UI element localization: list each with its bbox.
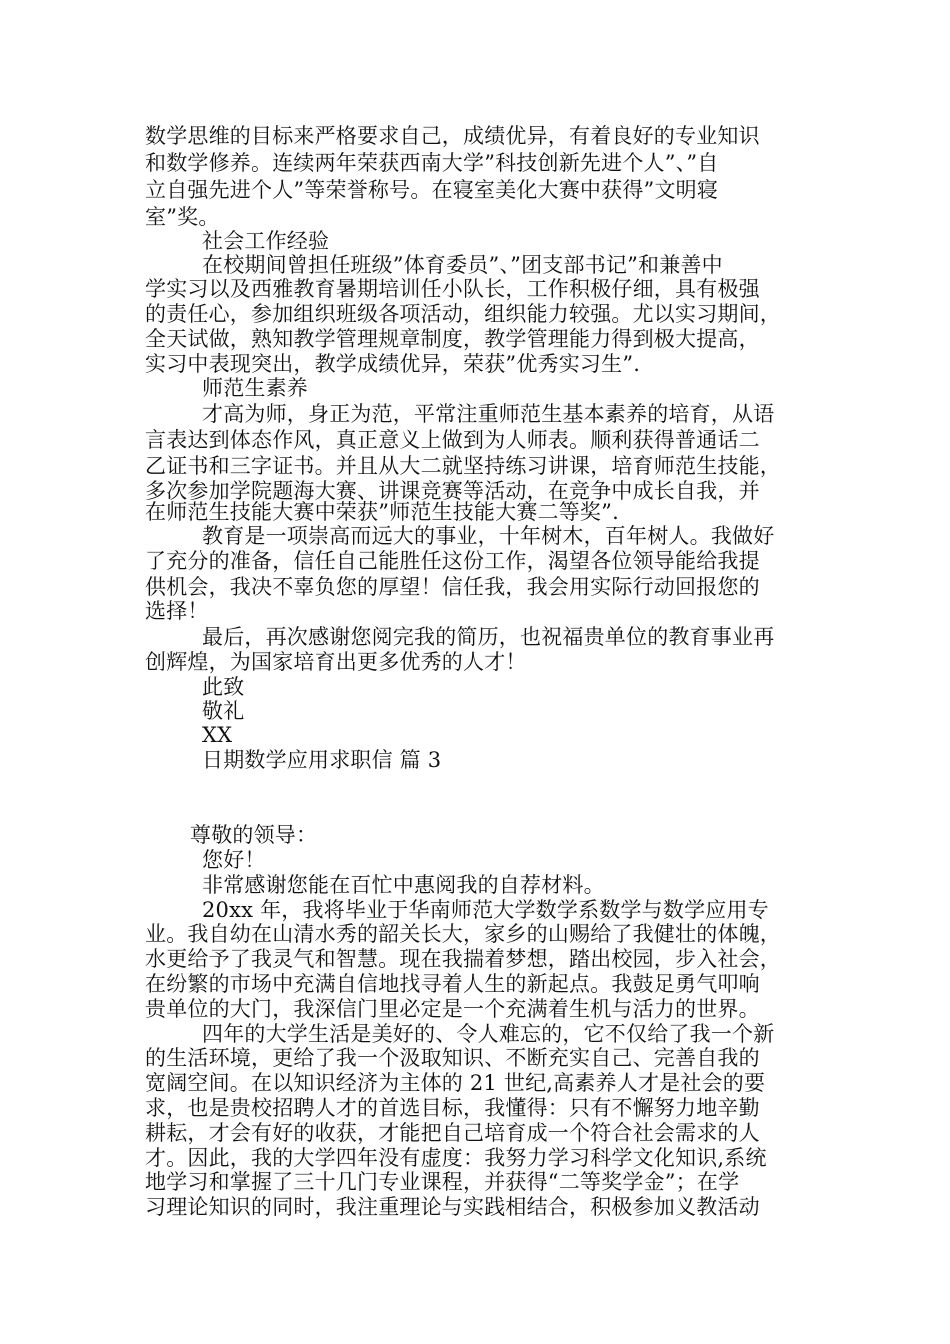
body-text-line: 言表达到体态作风，真正意义上做到为人师表。顺利获得普通话二 — [145, 428, 760, 452]
body-text-line: 创辉煌，为国家培育出更多优秀的人才！ — [145, 650, 527, 674]
body-text-line: 非常感谢您能在百忙中惠阅我的自荐材料。 — [202, 873, 605, 897]
body-text-line: 立自强先进个人”等荣誉称号。在寝室美化大赛中获得”文明寝 — [145, 178, 719, 202]
section-heading: 社会工作经验 — [202, 229, 330, 253]
body-text-line: 在纷繁的市场中充满自信地找寻着人生的新起点。我鼓足勇气叩响 — [145, 972, 760, 996]
signature-text: XX — [202, 723, 233, 747]
body-text-line: 才高为师，身正为范，平常注重师范生基本素养的培育，从语 — [202, 402, 775, 426]
body-text-line: 地学习和掌握了三十几门专业课程，并获得“二等奖学金”；在学 — [145, 1170, 740, 1194]
body-text-line: 在师范生技能大赛中荣获”师范生技能大赛二等奖”. — [145, 500, 619, 524]
body-text-line: 了充分的准备，信任自己能胜任这份工作，渴望各位领导能给我提 — [145, 549, 760, 573]
body-text-line: 贵单位的大门，我深信门里必定是一个充满着生机与活力的世界。 — [145, 997, 760, 1021]
body-text-line: 在校期间曾担任班级”体育委员”、”团支部书记”和兼善中 — [202, 253, 723, 277]
body-text-line: 业。我自幼在山清水秀的韶关长大，家乡的山赐给了我健壮的体魄， — [145, 922, 781, 946]
body-text-line: 和数学修养。连续两年荣获西南大学”科技创新先进个人”、”自 — [145, 151, 719, 175]
body-text-line: 的生活环境，更给了我一个汲取知识、不断充实自己、完善自我的 — [145, 1046, 760, 1070]
body-text-line: 多次参加学院题海大赛、讲课竞赛等活动，在竞争中成长自我，并 — [145, 479, 760, 503]
section-heading: 师范生素养 — [202, 376, 308, 400]
salutation: 尊敬的领导： — [190, 823, 318, 847]
body-text-line: 供机会，我决不辜负您的厚望！信任我，我会用实际行动回报您的 — [145, 575, 760, 599]
body-text-line: 求，也是贵校招聘人才的首选目标，我懂得：只有不懈努力地辛勤 — [145, 1096, 760, 1120]
body-text-line: 全天试做，熟知教学管理规章制度，教学管理能力得到极大提高， — [145, 327, 760, 351]
body-text-line: 耕耘，才会有好的收获，才能把自己培育成一个符合社会需求的人 — [145, 1121, 760, 1145]
body-text-line: 最后，再次感谢您阅完我的简历，也祝福贵单位的教育事业再 — [202, 625, 775, 649]
body-text-line: 水更给予了我灵气和智慧。现在我揣着梦想，踏出校园，步入社会， — [145, 947, 781, 971]
closing-text: 敬礼 — [202, 699, 245, 723]
body-text-line: 学实习以及西雅教育暑期培训任小队长，工作积极仔细，具有极强 — [145, 277, 760, 301]
body-text-line: 乙证书和三字证书。并且从大二就坚持练习讲课，培育师范生技能， — [145, 454, 781, 478]
greeting: 您好！ — [202, 848, 266, 872]
body-text-line: 四年的大学生活是美好的、令人难忘的，它不仅给了我一个新 — [202, 1022, 775, 1046]
body-text-line: 选择！ — [145, 599, 209, 623]
body-text-line: 实习中表现突出，教学成绩优异，荣获”优秀实习生”. — [145, 352, 641, 376]
closing-text: 此致 — [202, 675, 245, 699]
body-text-line: 20xx 年，我将毕业于华南师范大学数学系数学与数学应用专 — [202, 898, 769, 922]
body-text-line: 才。因此，我的大学四年没有虚度：我努力学习科学文化知识,系统 — [145, 1146, 767, 1170]
section-title: 日期数学应用求职信 篇 3 — [202, 748, 442, 772]
body-text-line: 习理论知识的同时，我注重理论与实践相结合，积极参加义教活动 — [145, 1195, 760, 1219]
body-text-line: 教育是一项崇高而远大的事业，十年树木，百年树人。我做好 — [202, 524, 775, 548]
body-text-line: 的责任心，参加组织班级各项活动，组织能力较强。尤以实习期间， — [145, 302, 781, 326]
body-text-line: 室”奖。 — [145, 205, 220, 229]
body-text-line: 数学思维的目标来严格要求自己，成绩优异，有着良好的专业知识 — [145, 124, 760, 148]
body-text-line: 宽阔空间。在以知识经济为主体的 21 世纪,高素养人才是社会的要 — [145, 1071, 766, 1095]
